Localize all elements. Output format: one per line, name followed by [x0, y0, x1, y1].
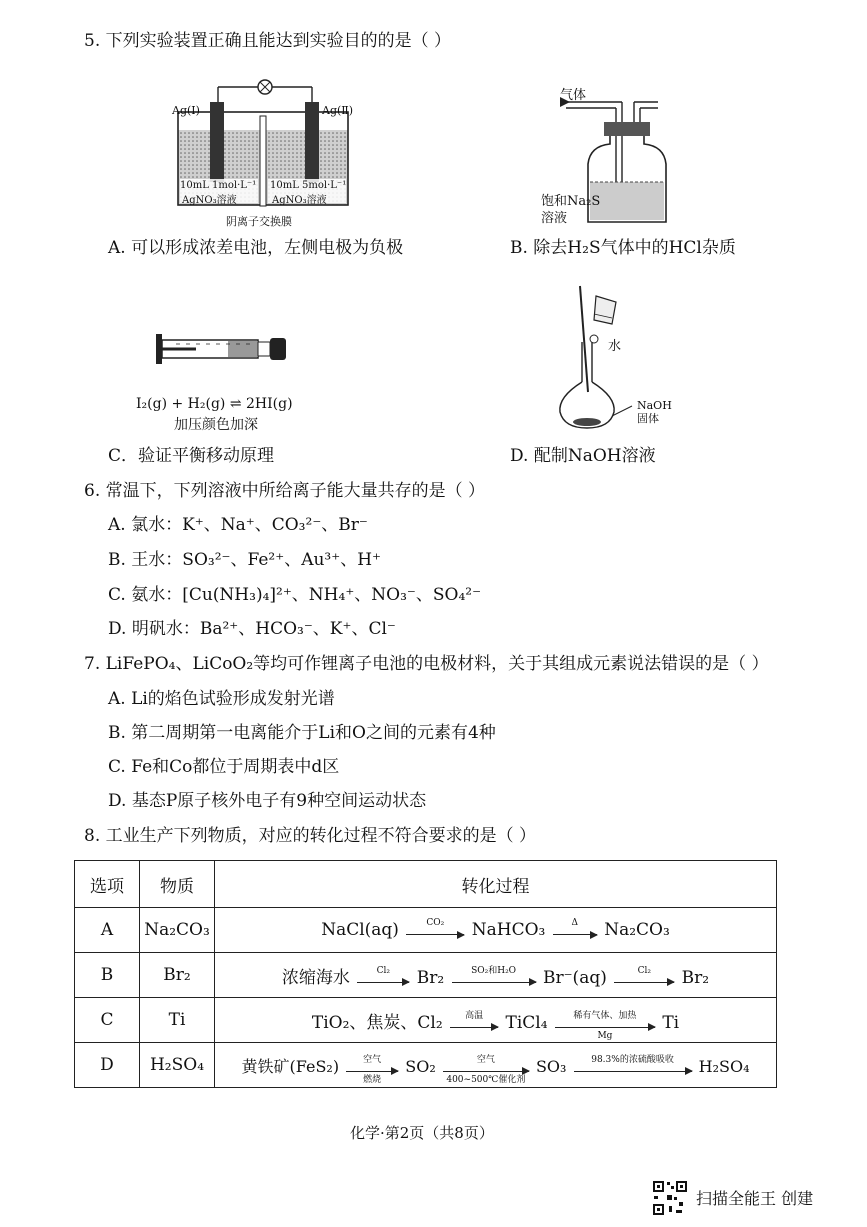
q6-option-a: A. 氯水：K⁺、Na⁺、CO₃²⁻、Br⁻ [108, 515, 368, 535]
row-substance: Na₂CO₃ [140, 908, 215, 953]
q5-option-c: C．验证平衡移动原理 [108, 446, 275, 466]
left-solution-label-2: AgNO₃溶液 [182, 195, 237, 206]
arrow-condition: CO₂ [426, 918, 445, 928]
process-step: Br⁻(aq) [542, 967, 607, 988]
row-process [215, 953, 777, 998]
table-row [75, 998, 777, 1043]
process-step: 浓缩海水 [281, 967, 350, 988]
reaction-arrow [346, 1054, 398, 1085]
reaction-arrow [406, 918, 464, 931]
header-option: 选项 [75, 861, 140, 908]
header-substance: 物质 [140, 861, 215, 908]
page-footer: 化学·第2页（共8页） [350, 1124, 494, 1142]
q8-stem: 8. 工业生产下列物质，对应的转化过程不符合要求的是（ ） [84, 826, 537, 846]
process-step: 黄铁矿(FeS₂) [241, 1056, 340, 1076]
q7-option-b: B. 第二周期第一电离能介于Li和O之间的元素有4种 [108, 723, 496, 743]
figure-c-syringe [156, 330, 290, 370]
reaction-arrow [450, 1010, 498, 1024]
conversion-table [74, 860, 777, 1088]
process-step: NaHCO₃ [471, 920, 546, 940]
row-option: A [75, 908, 140, 953]
process-step: TiO₂、焦炭、Cl₂ [311, 1012, 443, 1033]
arrow-condition-below: 燃烧 [363, 1074, 382, 1085]
arrow-condition: Cl₂ [376, 965, 390, 976]
row-process [215, 998, 777, 1043]
solution-label: 饱和Na₂S溶液 [541, 194, 601, 226]
q5-option-a: A. 可以形成浓差电池，左侧电极为负极 [108, 238, 404, 258]
process-step: NaCl(aq) [321, 920, 399, 940]
arrow-condition: 空气 [476, 1054, 495, 1065]
figure-a-cell [168, 72, 358, 232]
row-option: B [75, 953, 140, 998]
qr-code-icon [652, 1180, 688, 1216]
q5-stem: 5. 下列实验装置正确且能达到实验目的的是（ ） [84, 31, 452, 51]
reaction-arrow [555, 1010, 655, 1041]
arrow-condition: SO₂和H₂O [471, 965, 517, 976]
reaction-arrow [553, 918, 597, 931]
reaction-arrow [443, 1054, 529, 1085]
row-process [215, 908, 777, 953]
q7-stem: 7. LiFePO₄、LiCoO₂等均可作锂离子电池的电极材料，关于其组成元素说法错误的是（ ） [84, 654, 769, 674]
q7-option-a: A. Li的焰色试验形成发射光谱 [108, 689, 335, 709]
solid-label: NaOH固体 [637, 399, 672, 425]
q6-stem: 6. 常温下，下列溶液中所给离子能大量共存的是（ ） [84, 481, 486, 501]
table-row [75, 908, 777, 953]
right-solution-label-2: AgNO₃溶液 [272, 195, 327, 206]
row-process [215, 1043, 777, 1088]
left-solution-label: 10mL 1mol·L⁻¹ [180, 180, 257, 191]
table-header-row [75, 861, 777, 908]
arrow-condition: Cl₂ [637, 965, 651, 976]
arrow-condition: 空气 [363, 1054, 382, 1065]
row-substance: H₂SO₄ [140, 1043, 215, 1088]
process-step: Ti [662, 1012, 680, 1033]
row-option: D [75, 1043, 140, 1088]
reaction-arrow [452, 965, 536, 979]
equation-label: I₂(g) + H₂(g) ⇌ 2HI(g) [136, 396, 293, 412]
reaction-arrow [357, 965, 409, 979]
arrow-condition: 稀有气体、加热 [573, 1010, 637, 1021]
right-solution-label: 10mL 5mol·L⁻¹ [270, 180, 347, 191]
arrow-condition-below: Mg [597, 1030, 613, 1041]
process-step: SO₂ [405, 1056, 436, 1076]
row-option: C [75, 998, 140, 1043]
process-step: SO₃ [535, 1056, 567, 1076]
watermark-text: 扫描全能王 创建 [696, 1189, 814, 1208]
process-step: H₂SO₄ [698, 1056, 750, 1076]
reaction-arrow [574, 1054, 692, 1068]
arrow-condition: Δ [571, 918, 579, 928]
table-row [75, 953, 777, 998]
process-step: Br₂ [416, 967, 445, 988]
water-label: 水 [608, 339, 622, 354]
q6-option-c: C. 氨水：[Cu(NH₃)₄]²⁺、NH₄⁺、NO₃⁻、SO₄²⁻ [108, 585, 482, 605]
q6-option-b: B. 王水：SO₃²⁻、Fe²⁺、Au³⁺、H⁺ [108, 550, 382, 570]
pressure-note: 加压颜色加深 [174, 417, 258, 433]
gas-label: 气体 [560, 88, 587, 103]
row-substance: Ti [140, 998, 215, 1043]
q5-option-b: B. 除去H₂S气体中的HCl杂质 [510, 238, 736, 258]
q6-option-d: D. 明矾水：Ba²⁺、HCO₃⁻、K⁺、Cl⁻ [108, 619, 396, 639]
q7-option-c: C. Fe和Co都位于周期表中d区 [108, 757, 340, 777]
row-substance: Br₂ [140, 953, 215, 998]
table-row [75, 1043, 777, 1088]
header-process: 转化过程 [215, 861, 777, 908]
arrow-condition-below: 400~500℃催化剂 [446, 1074, 526, 1085]
right-electrode-label: Ag(Ⅱ) [322, 104, 354, 117]
arrow-condition: 高温 [465, 1010, 484, 1021]
q5-option-d: D. 配制NaOH溶液 [510, 446, 656, 466]
membrane-label: 阴离子交换膜 [226, 215, 292, 228]
process-step: Na₂CO₃ [604, 920, 670, 940]
process-step: TiCl₄ [505, 1012, 548, 1033]
q7-option-d: D. 基态P原子核外电子有9种空间运动状态 [108, 791, 427, 811]
arrow-condition: 98.3%的浓硫酸吸收 [591, 1054, 674, 1065]
left-electrode-label: Ag(Ⅰ) [172, 104, 200, 117]
process-step: Br₂ [681, 967, 710, 988]
reaction-arrow [614, 965, 674, 979]
